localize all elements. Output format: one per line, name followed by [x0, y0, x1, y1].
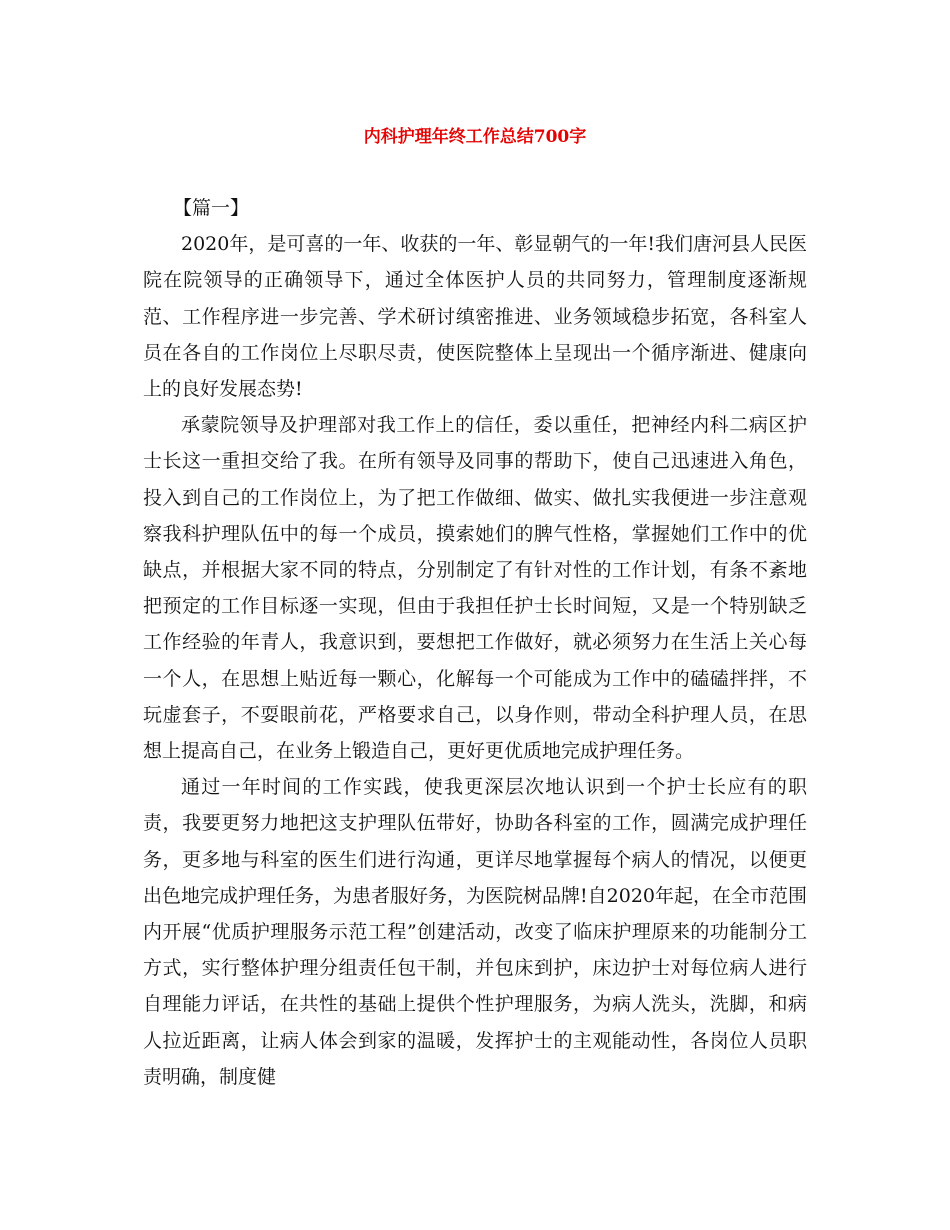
paragraph-1: 2020年，是可喜的一年、收获的一年、彰显朝气的一年!我们唐河县人民医院在院领导的正确领导下，通过全体医护人员的共同努力，管理制度逐渐规范、工作程序进一步完善、学术研讨缜密推进、业务领域稳步拓宽，各科室人员在各自的工作岗位上尽职尽责，使医院整体上呈现出一个循序渐进、健康向上的良好发展态势! [143, 233, 807, 401]
section-label: 【篇一】 [173, 197, 250, 219]
document-body [143, 190, 807, 1095]
paragraph-2: 承蒙院领导及护理部对我工作上的信任，委以重任，把神经内科二病区护士长这一重担交给了我。在所有领导及同事的帮助下，使自己迅速进入角色，投入到自己的工作岗位上，为了把工作做细、做实、做扎实我便进一步注意观察我科护理队伍中的每一个成员，摸索她们的脾气性格，掌握她们工作中的优缺点，并根据大家不同的特点，分别制定了有针对性的工作计划，有条不紊地把预定的工作目标逐一实现，但由于我担任护士长时间短，又是一个特别缺乏工作经验的年青人，我意识到，要想把工作做好，就必须努力在生活上关心每一个人，在思想上贴近每一颗心，化解每一个可能成为工作中的磕磕拌拌，不玩虚套子，不耍眼前花，严格要求自己，以身作则，带动全科护理人员，在思想上提高自己，在业务上锻造自己，更好更优质地完成护理任务。 [143, 414, 807, 763]
paragraph-3: 通过一年时间的工作实践，使我更深层次地认识到一个护士长应有的职责，我要更努力地把这支护理队伍带好，协助各科室的工作，圆满完成护理任务，更多地与科室的医生们进行沟通，更详尽地掌握每个病人的情况，以便更出色地完成护理任务，为患者服好务，为医院树品牌!自2020年起，在全市范围内开展“优质护理服务示范工程”创建活动，改变了临床护理原来的功能制分工方式，实行整体护理分组责任包干制，并包床到护，床边护士对每位病人进行自理能力评话，在共性的基础上提供个性护理服务，为病人洗头，洗脚，和病人拉近距离，让病人体会到家的温暖，发挥护士的主观能动性，各岗位人员职责明确，制度健 [143, 776, 807, 1088]
document-title: 内科护理年终工作总结700字 [363, 127, 587, 147]
